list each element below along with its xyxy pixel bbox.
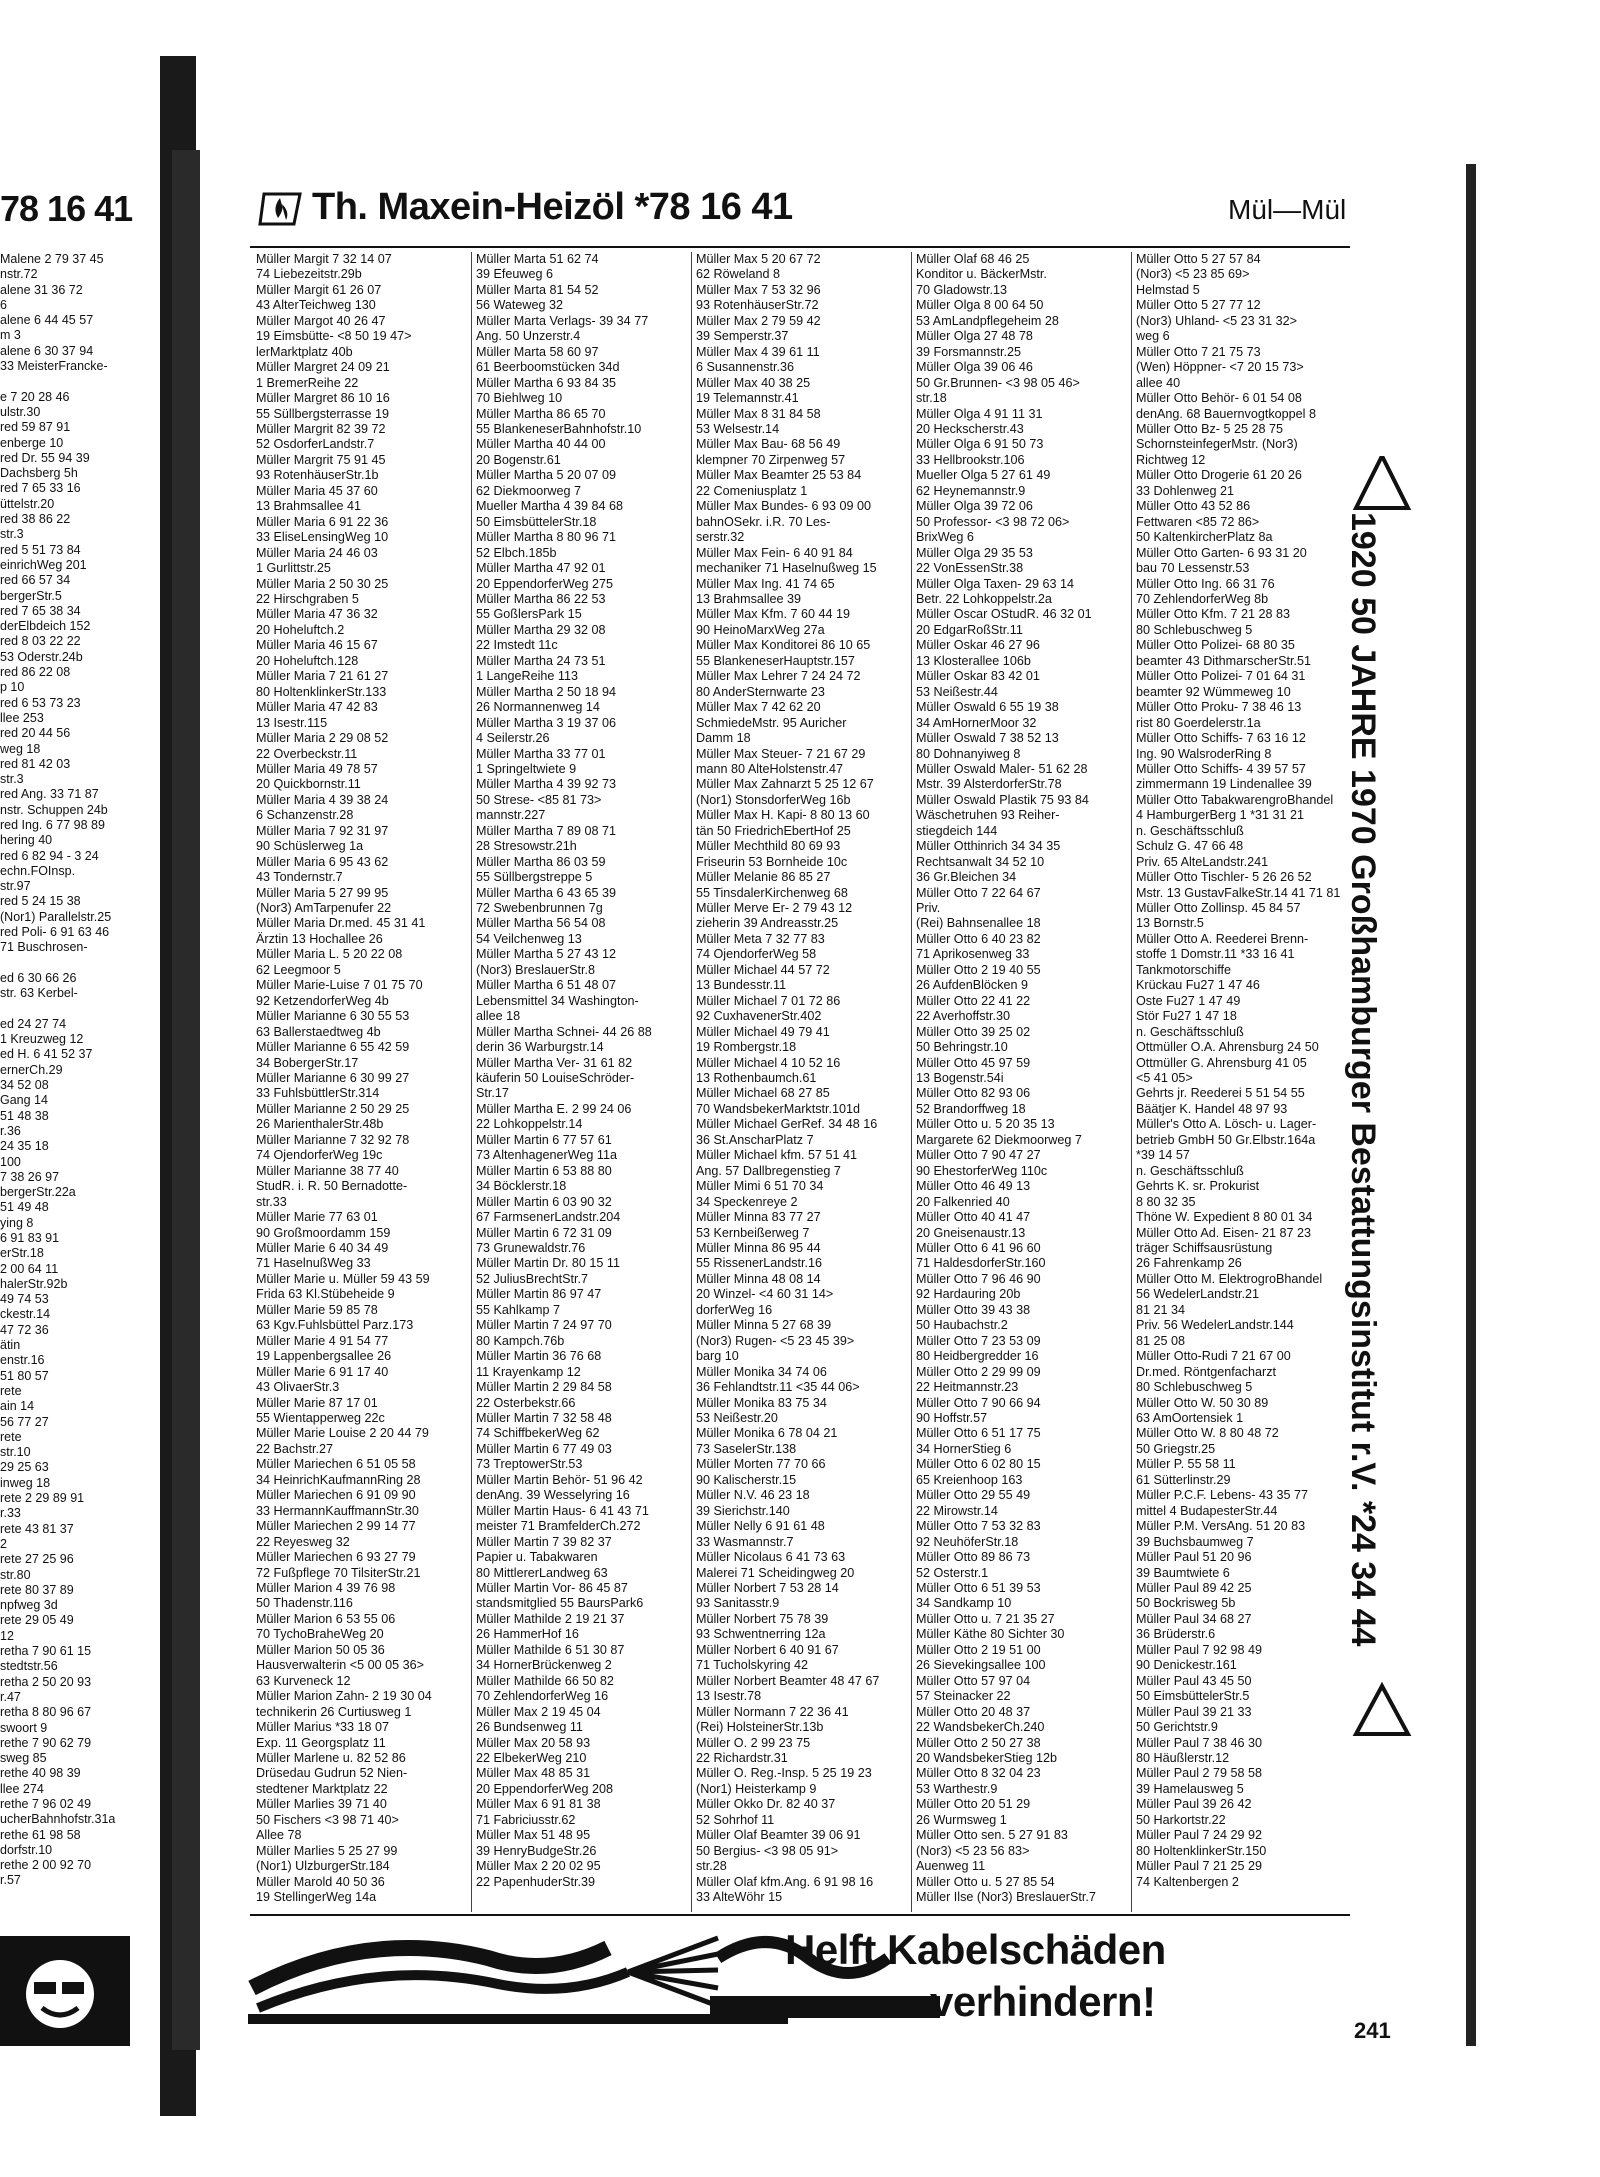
flame-logo-icon: [258, 190, 306, 228]
page-header-range: Mül—Mül: [1228, 194, 1347, 225]
directory-column-1: Müller Margit 7 32 14 07 74 Liebezeitstr.29b Müller Margit 61 26 07 43 AlterTeichweg 130 Müller Margot 40 26 47 19 Eimsbütte- <8 50 19 47> lerMarktplatz 40b Müller Margret 24 09 21 1 BremerReihe 22 Müller Margret 86 10 16 55 Süllbergsterrasse 19 Müller Margrit 82 39 72 52 OsdorferLandstr.7 Müller Margrit 75 91 45 93 RotenhäuserStr.1b Müller Maria 45 37 60 13 Brahmsallee 41 Müller Maria 6 91 22 36 33 EliseLensingWeg 10 Müller Maria 24 46 03 1 Gurlittstr.25 Müller Maria 2 50 30 25 22 Hirschgraben 5 Müller Maria 47 36 32 20 Hoheluftch.2 Müller Maria 46 15 67 20 Hoheluftch.128 Müller Maria 7 21 61 27 80 HoltenklinkerStr.133 Müller Maria 47 42 83 13 Isestr.115 Müller Maria 2 29 08 52 22 Overbeckstr.11 Müller Maria 49 78 57 20 Quickbornstr.11 Müller Maria 4 39 38 24 6 Schanzenstr.28 Müller Maria 7 92 31 97 90 Schüslerweg 1a Müller Maria 6 95 43 62 43 Tondernstr.7 Müller Maria 5 27 99 95 (Nor3) AmTarpenufer 22 Müller Maria Dr.med. 45 31 41 Ärztin 13 Hochallee 26 Müller Maria L. 5 20 22 08 62 Leegmoor 5 Müller Marie-Luise 7 01 75 70 92 KetzendorferWeg 4b Müller Marianne 6 30 55 53 63 Ballerstaedtweg 4b Müller Marianne 6 55 42 59 34 BobergerStr.17 Müller Marianne 6 30 99 27 33 FuhlsbüttlerStr.314 Müller Marianne 2 50 29 25 26 MarienthalerStr.48b Müller Marianne 7 32 92 78 74 OjendorferWeg 19c Müller Marianne 38 77 40 StudR. i. R. 50 Bernadotte- str.33 Müller Marie 77 63 01 90 Großmoordamm 159 Müller Marie 6 40 34 49 71 HaselnußWeg 33 Müller Marie u. Müller 59 43 59 Frida 63 Kl.Stübeheide 9 Müller Marie 59 85 78 63 Kgv.Fuhlsbüttel Parz.173 Müller Marie 4 91 54 77 19 Lappenbergsallee 26 Müller Marie 6 91 17 40 43 OlivaerStr.3 Müller Marie 87 17 01 55 Wientapperweg 22c Müller Marie Louise 2 20 44 79 22 Bachstr.27 Müller Mariechen 6 51 05 58 34 HeinrichKaufmannRing 28 Müller Mariechen 6 91 09 90 33 HermannKauffmannStr.30 Müller Mariechen 2 99 14 77 22 Reyesweg 32 Müller Mariechen 6 93 27 79 72 Fußpflege 70 TilsiterStr.21 Müller Marion 4 39 76 98 50 Thadenstr.116 Müller Marion 6 53 55 06 70 TychoBraheWeg 20 Müller Marion 50 05 36 Hausverwalterin <5 00 05 36> 63 Kurveneck 12 Müller Marion Zahn- 2 19 30 04 technikerin 26 Curtiusweg 1 Müller Marius *33 18 07 Exp. 11 Georgsplatz 11 Müller Marlene u. 82 52 86 Drüsedau Gudrun 52 Nien- stedtener Marktplatz 22 Müller Marlies 39 71 40 50 Fischers <3 98 71 40> Allee 78 Müller Marlies 5 25 27 99 (Nor1) UlzburgerStr.184 Müller Marold 40 50 36 19 StellingerWeg 14a: [256, 252, 432, 1905]
directory-column-3: Müller Max 5 20 67 72 62 Röweland 8 Müller Max 7 53 32 96 93 RotenhäuserStr.72 Müller Max 2 79 59 42 39 Semperstr.37 Müller Max 4 39 61 11 6 Susannenstr.36 Müller Max 40 38 25 19 Telemannstr.41 Müller Max 8 31 84 58 53 Welsestr.14 Müller Max Bau- 68 56 49 klempner 70 Zirpenweg 57 Müller Max Beamter 25 53 84 22 Comeniusplatz 1 Müller Max Bundes- 6 93 09 00 bahnOSekr. i.R. 70 Les- serstr.32 Müller Max Fein- 6 40 91 84 mechaniker 71 Haselnußweg 15 Müller Max Ing. 41 74 65 13 Brahmsallee 39 Müller Max Kfm. 7 60 44 19 90 HeinoMarxWeg 27a Müller Max Konditorei 86 10 65 55 BlankeneserHauptstr.157 Müller Max Lehrer 7 24 24 72 80 AnderSternwarte 23 Müller Max 7 42 62 20 SchmiedeMstr. 95 Auricher Damm 18 Müller Max Steuer- 7 21 67 29 mann 80 AlteHolstenstr.47 Müller Max Zahnarzt 5 25 12 67 (Nor1) StonsdorferWeg 16b Müller Max H. Kapi- 8 80 13 60 tän 50 FriedrichEbertHof 25 Müller Mechthild 80 69 93 Friseurin 53 Bornheide 10c Müller Melanie 86 85 27 55 TinsdalerKirchenweg 68 Müller Merve Er- 2 79 43 12 zieherin 39 Andreasstr.25 Müller Meta 7 32 77 83 74 OjendorferWeg 58 Müller Michael 44 57 72 13 Bundesstr.11 Müller Michael 7 01 72 86 92 CuxhavenerStr.402 Müller Michael 49 79 41 19 Rombergstr.18 Müller Michael 4 10 52 16 13 Rothenbaumch.61 Müller Michael 68 27 85 70 WandsbekerMarktstr.101d Müller Michael GerRef. 34 48 16 36 St.AnscharPlatz 7 Müller Michael kfm. 57 51 41 Ang. 57 Dallbregenstieg 7 Müller Mimi 6 51 70 34 34 Speckenreye 2 Müller Minna 83 77 27 53 Kernbeißerweg 7 Müller Minna 86 95 44 55 RissenerLandstr.16 Müller Minna 48 08 14 20 Winzel- <4 60 31 14> dorferWeg 16 Müller Minna 5 27 68 39 (Nor3) Rugen- <5 23 45 39> barg 10 Müller Monika 34 74 06 36 Fehlandtstr.11 <35 44 06> Müller Monika 83 75 34 53 Neißestr.20 Müller Monika 6 78 04 21 73 SaselerStr.138 Müller Morten 77 70 66 90 Kalischerstr.15 Müller N.V. 46 23 18 39 Sierichstr.140 Müller Nelly 6 91 61 48 33 Wasmannstr.7 Müller Nicolaus 6 41 73 63 Malerei 71 Scheidingweg 20 Müller Norbert 7 53 28 14 93 Sanitasstr.9 Müller Norbert 75 78 39 93 Schwentnerring 12a Müller Norbert 6 40 91 67 71 Tucholskyring 42 Müller Norbert Beamter 48 47 67 13 Isestr.78 Müller Normann 7 22 36 41 (Rei) HolsteinerStr.13b Müller O. 2 99 23 75 22 Richardstr.31 Müller O. Reg.-Insp. 5 25 19 23 (Nor1) Heisterkamp 9 Müller Okko Dr. 82 40 37 52 Sohrhof 11 Müller Olaf Beamter 39 06 91 50 Bergius- <3 98 05 91> str.28 Müller Olaf kfm.Ang. 6 91 98 16 33 AlteWöhr 15: [696, 252, 880, 1905]
directory-column-5: Müller Otto 5 27 57 84 (Nor3) <5 23 85 69> Helmstad 5 Müller Otto 5 27 77 12 (Nor3) Uhland- <5 23 31 32> weg 6 Müller Otto 7 21 75 73 (Wen) Höppner- <7 20 15 73> allee 40 Müller Otto Behör- 6 01 54 08 denAng. 68 Bauernvogtkoppel 8 Müller Otto Bz- 5 25 28 75 SchornsteinfegerMstr. (Nor3) Richtweg 12 Müller Otto Drogerie 61 20 26 33 Dohlenweg 21 Müller Otto 43 52 86 Fettwaren <85 72 86> 50 KaltenkircherPlatz 8a Müller Otto Garten- 6 93 31 20 bau 70 Lessenstr.53 Müller Otto Ing. 66 31 76 70 ZehlendorferWeg 8b Müller Otto Kfm. 7 21 28 83 80 Schlebuschweg 5 Müller Otto Polizei- 68 80 35 beamter 43 DithmarscherStr.51 Müller Otto Polizei- 7 01 64 31 beamter 92 Wümmeweg 10 Müller Otto Proku- 7 38 46 13 rist 80 Goerdelerstr.1a Müller Otto Schiffs- 7 63 16 12 Ing. 90 WalsroderRing 8 Müller Otto Schiffs- 4 39 57 57 zimmermann 19 Lindenallee 39 Müller Otto TabakwarengroBhandel 4 HamburgerBerg 1 *31 31 21 n. Geschäftsschluß Schulz G. 47 66 48 Priv. 65 AlteLandstr.241 Müller Otto Tischler- 5 26 26 52 Mstr. 13 GustavFalkeStr.14 41 71 81 Müller Otto Zollinsp. 45 84 57 13 Bornstr.5 Müller Otto A. Reederei Brenn- stoffe 1 Domstr.11 *33 16 41 Tankmotorschiffe Krückau Fu27 1 47 46 Oste Fu27 1 47 49 Stör Fu27 1 47 18 n. Geschäftsschluß Ottmüller O.A. Ahrensburg 24 50 Ottmüller G. Ahrensburg 41 05 <5 41 05> Gehrts jr. Reederei 5 51 54 55 Bäätjer K. Handel 48 97 93 Müller's Otto A. Lösch- u. Lager- betrieb GmbH 50 Gr.Elbstr.164a *39 14 57 n. Geschäftsschluß Gehrts K. sr. Prokurist 8 80 32 35 Thöne W. Expedient 8 80 01 34 Müller Otto Ad. Eisen- 21 87 23 träger Schiffsausrüstung 26 Fahrenkamp 26 Müller Otto M. ElektrogroBhandel 56 WedelerLandstr.21 81 21 34 Priv. 56 WedelerLandstr.144 81 25 08 Müller Otto-Rudi 7 21 67 00 Dr.med. Röntgenfacharzt 80 Schlebuschweg 5 Müller Otto W. 50 30 89 63 AmOortensiek 1 Müller Otto W. 8 80 48 72 50 Griegstr.25 Müller P. 55 58 11 61 Sütterlinstr.29 Müller P.C.F. Lebens- 43 35 77 mittel 4 BudapesterStr.44 Müller P.M. VersAng. 51 20 83 39 Buchsbaumweg 7 Müller Paul 51 20 96 39 Baumtwiete 6 Müller Paul 89 42 25 50 Bockrisweg 5b Müller Paul 34 68 27 36 Brüderstr.6 Müller Paul 7 92 98 49 90 Denickestr.161 Müller Paul 43 45 50 50 EimsbüttelerStr.5 Müller Paul 39 21 33 50 Gerichtstr.9 Müller Paul 7 38 46 30 80 Häußlerstr.12 Müller Paul 2 79 58 58 39 Hamelausweg 5 Müller Paul 39 26 42 50 Harkortstr.22 Müller Paul 7 24 29 92 80 HoltenklinkerStr.150 Müller Paul 7 21 25 29 74 Kaltenbergen 2: [1136, 252, 1341, 1889]
column-divider: [911, 252, 912, 1912]
page-number: 241: [1354, 2018, 1391, 2043]
header-rule: [250, 246, 1350, 248]
book-gutter-shadow: [172, 150, 200, 2050]
side-advert-text: 1920 50 JAHRE 1970 Großhamburger Bestattungsinstitut r.V. *24 34 44: [1344, 512, 1382, 1647]
ad-subline: verhindern!: [930, 1978, 1156, 2025]
column-divider: [1131, 252, 1132, 1912]
column-divider: [691, 252, 692, 1912]
ad-headline: Helft Kabelschäden: [785, 1926, 1166, 1973]
column-divider: [471, 252, 472, 1912]
page-edge: [1466, 164, 1476, 2046]
sun-ad-graphic: [0, 1936, 130, 2046]
left-page-header: 78 16 41: [0, 188, 133, 229]
directory-column-4: Müller Olaf 68 46 25 Konditor u. BäckerMstr. 70 Gladowstr.13 Müller Olga 8 00 64 50 53 AmLandpflegeheim 28 Müller Olga 27 48 78 39 Forsmannstr.25 Müller Olga 39 06 46 50 Gr.Brunnen- <3 98 05 46> str.18 Müller Olga 4 91 11 31 20 Heckscherstr.43 Müller Olga 6 91 50 73 33 Hellbrookstr.106 Mueller Olga 5 27 61 49 62 Heynemannstr.9 Müller Olga 39 72 06 50 Professor- <3 98 72 06> BrixWeg 6 Müller Olga 29 35 53 22 VonEssenStr.38 Müller Olga Taxen- 29 63 14 Betr. 22 Lohkoppelstr.2a Müller Oscar OStudR. 46 32 01 20 EdgarRoßStr.11 Müller Oskar 46 27 96 13 Klosterallee 106b Müller Oskar 83 42 01 53 Neißestr.44 Müller Oswald 6 55 19 38 34 AmHornerMoor 32 Müller Oswald 7 38 52 13 80 Dohnanyiweg 8 Müller Oswald Maler- 51 62 28 Mstr. 39 AlsterdorferStr.78 Müller Oswald Plastik 75 93 84 Wäschetruhen 93 Reiher- stiegdeich 144 Müller Otthinrich 34 34 35 Rechtsanwalt 34 52 10 36 Gr.Bleichen 34 Müller Otto 7 22 64 67 Priv. (Rei) Bahnsenallee 18 Müller Otto 6 40 23 82 71 Aprikosenweg 33 Müller Otto 2 19 40 55 26 AufdenBlöcken 9 Müller Otto 22 41 22 22 Averhoffstr.30 Müller Otto 39 25 02 50 Behringstr.10 Müller Otto 45 97 59 13 Bogenstr.54i Müller Otto 82 93 06 52 Brandorffweg 18 Müller Otto u. 5 20 35 13 Margarete 62 Diekmoorweg 7 Müller Otto 7 90 47 27 90 EhestorferWeg 110c Müller Otto 46 49 13 20 Falkenried 40 Müller Otto 40 41 47 20 Gneisenaustr.13 Müller Otto 6 41 96 60 71 HaldesdorferStr.160 Müller Otto 7 96 46 90 92 Hardauring 20b Müller Otto 39 43 38 50 Haubachstr.2 Müller Otto 7 23 53 09 80 Heidbergredder 16 Müller Otto 2 29 99 09 22 Heitmannstr.23 Müller Otto 7 90 66 94 90 Hoffstr.57 Müller Otto 6 51 17 75 34 HornerStieg 6 Müller Otto 6 02 80 15 65 Kreienhoop 163 Müller Otto 29 55 49 22 Mirowstr.14 Müller Otto 7 53 32 83 92 NeuhöferStr.18 Müller Otto 89 86 73 52 Osterstr.1 Müller Otto 6 51 39 53 34 Sandkamp 10 Müller Otto u. 7 21 35 27 Müller Käthe 80 Sichter 30 Müller Otto 2 19 51 00 26 Sievekingsallee 100 Müller Otto 57 97 04 57 Steinacker 22 Müller Otto 20 48 37 22 WandsbekerCh.240 Müller Otto 2 50 27 38 20 WandsbekerStieg 12b Müller Otto 8 32 04 23 53 Warthestr.9 Müller Otto 20 51 29 26 Wurmsweg 1 Müller Otto sen. 5 27 91 83 (Nor3) <5 23 56 83> Auenweg 11 Müller Otto u. 5 27 85 54 Müller Ilse (Nor3) BreslauerStr.7: [916, 252, 1096, 1905]
left-page-entries: Malene 2 79 37 45 nstr.72 alene 31 36 72 6 alene 6 44 45 57 m 3 alene 6 30 37 94 33 MeisterFrancke- e 7 20 28 46 ulstr.30 red 59 87 91 enberge 10 red Dr. 55 94 39 Dachsberg 5h red 7 65 33 16 üttelstr.20 red 38 86 22 str.3 red 5 51 73 84 einrichWeg 201 red 66 57 34 bergerStr.5 red 7 65 38 34 derElbdeich 152 red 8 03 22 22 53 Oderstr.24b red 86 22 08 p 10 red 6 53 73 23 llee 253 red 20 44 56 weg 18 red 81 42 03 str.3 red Ang. 33 71 87 nstr. Schuppen 24b red Ing. 6 77 98 89 hering 40 red 6 82 94 - 3 24 echn.FOInsp. str.97 red 5 24 15 38 (Nor1) Parallelstr.25 red Poli- 6 91 63 46 71 Buschrosen- ed 6 30 66 26 str. 63 Kerbel- ed 24 27 74 1 Kreuzweg 12 ed H. 6 41 52 37 ernerCh.29 34 52 08 Gang 14 51 48 38 r.36 24 35 18 100 7 38 26 97 bergerStr.22a 51 49 48 ying 8 6 91 83 91 erStr.18 2 00 64 11 halerStr.92b 49 74 53 ckestr.14 47 72 36 ätin enstr.16 51 80 57 rete ain 14 56 77 27 rete str.10 29 25 63 inweg 18 rete 2 29 89 91 r.33 rete 43 81 37 2 rete 27 25 96 str.80 rete 80 37 89 npfweg 3d rete 29 05 49 12 retha 7 90 61 15 stedtstr.56 retha 2 50 20 93 r.47 retha 8 80 96 67 swoort 9 rethe 7 90 62 79 sweg 85 rethe 40 98 39 llee 274 rethe 7 96 02 49 ucherBahnhofstr.31a rethe 61 98 58 dorfstr.10 rethe 2 00 92 70 r.57: [0, 252, 116, 1888]
page-header-advert: Th. Maxein-Heizöl *78 16 41: [312, 186, 793, 228]
directory-column-2: Müller Marta 51 62 74 39 Efeuweg 6 Müller Marta 81 54 52 56 Wateweg 32 Müller Marta Verlags- 39 34 77 Ang. 50 Unzerstr.4 Müller Marta 58 60 97 61 Beerboomstücken 34d Müller Martha 6 93 84 35 70 Biehlweg 10 Müller Martha 86 65 70 55 BlankeneserBahnhofstr.10 Müller Martha 40 44 00 20 Bogenstr.61 Müller Martha 5 20 07 09 62 Diekmoorweg 7 Mueller Martha 4 39 84 68 50 EimsbüttelerStr.18 Müller Martha 8 80 96 71 52 Elbch.185b Müller Martha 47 92 01 20 EppendorferWeg 275 Müller Martha 86 22 53 55 GoßlersPark 15 Müller Martha 29 32 08 22 Imstedt 11c Müller Martha 24 73 51 1 LangeReihe 113 Müller Martha 2 50 18 94 26 Normannenweg 14 Müller Martha 3 19 37 06 4 Seilerstr.26 Müller Martha 33 77 01 1 Springeltwiete 9 Müller Martha 4 39 92 73 50 Strese- <85 81 73> mannstr.227 Müller Martha 7 89 08 71 28 Stresowstr.21h Müller Martha 86 03 59 55 Süllbergstreppe 5 Müller Martha 6 43 65 39 72 Swebenbrunnen 7g Müller Martha 56 54 08 54 Veilchenweg 13 Müller Martha 5 27 43 12 (Nor3) BreslauerStr.8 Müller Martha 6 51 48 07 Lebensmittel 34 Washington- allee 18 Müller Martha Schnei- 44 26 88 derin 36 Warburgstr.14 Müller Martha Ver- 31 61 82 käuferin 50 LouiseSchröder- Str.17 Müller Martha E. 2 99 24 06 22 Lohkoppelstr.14 Müller Martin 6 77 57 61 73 AltenhagenerWeg 11a Müller Martin 6 53 88 80 34 Böcklerstr.18 Müller Martin 6 03 90 32 67 FarmsenerLandstr.204 Müller Martin 6 72 31 09 73 Grunewaldstr.76 Müller Martin Dr. 80 15 11 52 JuliusBrechtStr.7 Müller Martin 86 97 47 55 Kahlkamp 7 Müller Martin 7 24 97 70 80 Kampch.76b Müller Martin 36 76 68 11 Krayenkamp 12 Müller Martin 2 29 84 58 22 Osterbekstr.66 Müller Martin 7 32 58 48 74 SchiffbekerWeg 62 Müller Martin 6 77 49 03 73 TreptowerStr.53 Müller Martin Behör- 51 96 42 denAng. 39 Wesselyring 16 Müller Martin Haus- 6 41 43 71 meister 71 BramfelderCh.272 Müller Martin 7 39 82 37 Papier u. Tabakwaren 80 MittlererLandweg 63 Müller Martin Vor- 86 45 87 standsmitglied 55 BaursPark6 Müller Mathilde 2 19 21 37 26 HammerHof 16 Müller Mathilde 6 51 30 87 34 HornerBrückenweg 2 Müller Mathilde 66 50 82 70 ZehlendorferWeg 16 Müller Max 2 19 45 04 26 Bundsenweg 11 Müller Max 20 58 93 22 ElbekerWeg 210 Müller Max 48 85 31 20 EppendorferWeg 208 Müller Max 6 91 81 38 71 Fabriciusstr.62 Müller Max 51 48 95 39 HenryBudgeStr.26 Müller Max 2 20 02 95 22 PapenhuderStr.39: [476, 252, 652, 1889]
ad-rule: [250, 1914, 1350, 1916]
